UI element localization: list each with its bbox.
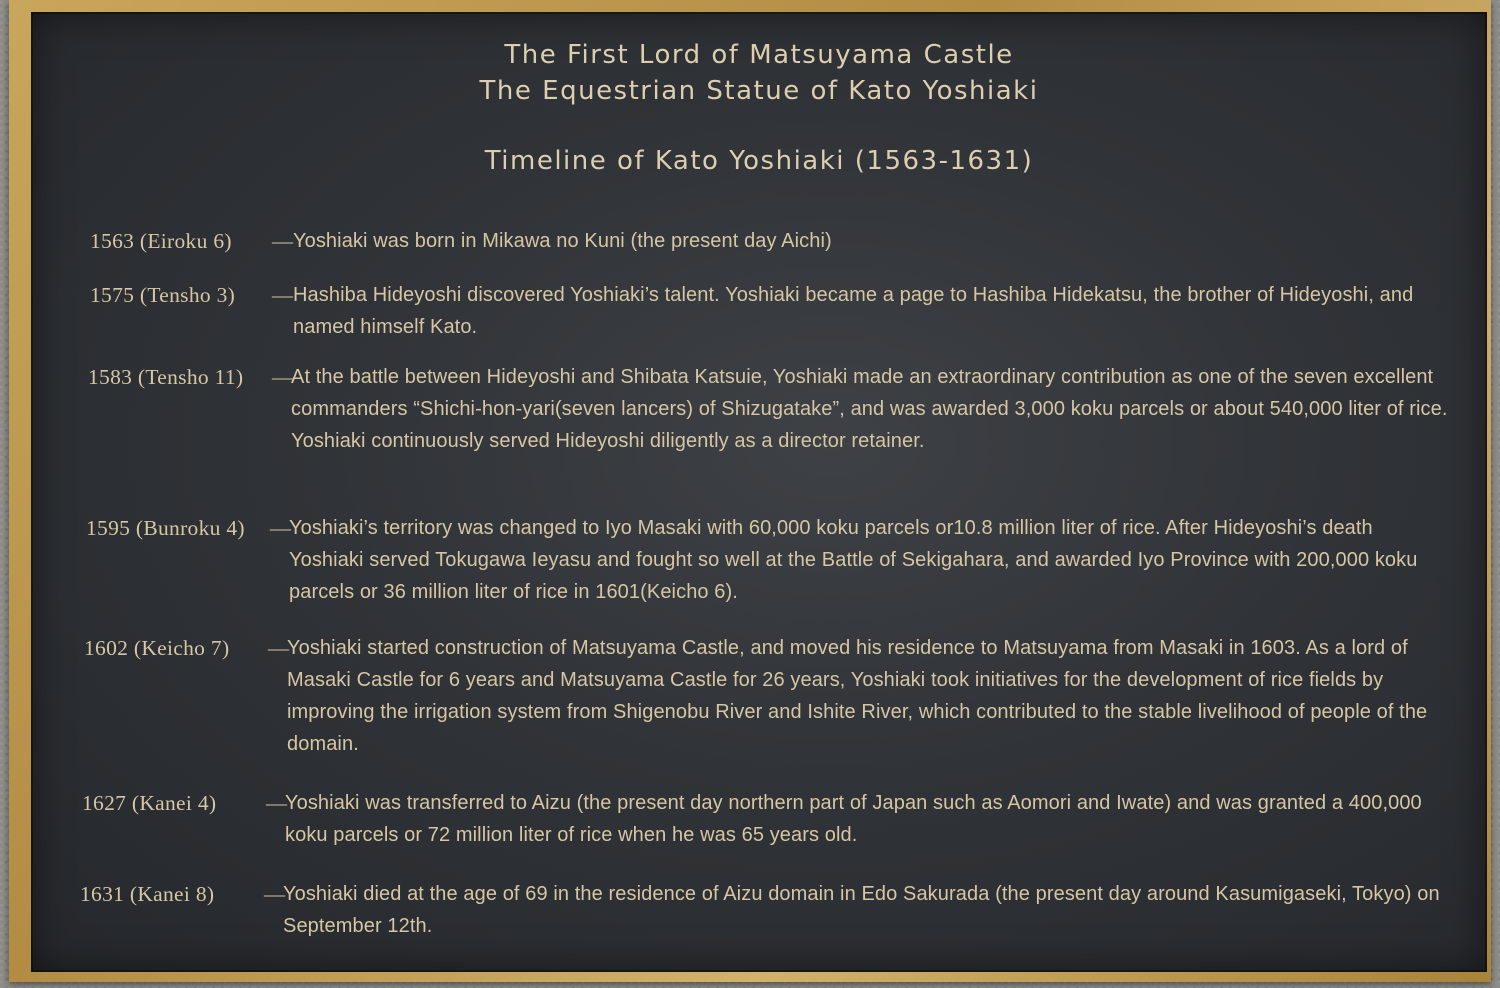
- entry-date: 1595 (Bunroku 4): [86, 516, 245, 540]
- entry-separator: —: [264, 882, 285, 906]
- entry-separator: —: [272, 283, 293, 307]
- plaque-frame: [9, 0, 1491, 982]
- entry-description: Hashiba Hideyoshi discovered Yoshiaki’s talent. Yoshiaki became a page to Hashiba Hidekatsu, the brother of Hideyoshi, and named himself Kato.: [293, 284, 1414, 338]
- entry-date: 1631 (Kanei 8): [80, 882, 215, 906]
- plaque-title: The First Lord of Matsuyama Castle: [504, 40, 1014, 70]
- entry-description: Yoshiaki died at the age of 69 in the residence of Aizu domain in Edo Sakurada (the present day around Kasumigaseki, Tokyo) on September 12th.: [283, 883, 1440, 937]
- entry-separator: —: [270, 516, 291, 540]
- entry-description: At the battle between Hideyoshi and Shibata Katsuie, Yoshiaki made an extraordinary contribution as one of the seven excellent commanders “Shichi-hon-yari(seven lancers) of Shizugatake”, and was awarded 3,000 koku parcels or about 540,000 liter of rice. Yoshiaki continuously served Hideyoshi diligently as a director retainer.: [291, 366, 1448, 452]
- plaque-subtitle: The Equestrian Statue of Kato Yoshiaki: [479, 76, 1039, 106]
- entry-separator: —: [272, 365, 293, 389]
- entry-date: 1602 (Keicho 7): [84, 636, 230, 660]
- entry-date: 1563 (Eiroku 6): [90, 229, 232, 253]
- entry-description: Yoshiaki was born in Mikawa no Kuni (the present day Aichi): [293, 230, 832, 252]
- entry-separator: —: [266, 791, 287, 815]
- entry-description: Yoshiaki started construction of Matsuyama Castle, and moved his residence to Matsuyama from Masaki in 1603. As a lord of Masaki Castle for 6 years and Matsuyama Castle for 26 years, Yoshiaki took initiatives for the development of rice fields by improving the irrigation system from Shigenobu River and Ishite River, which contributed to the stable livelihood of people of the domain.: [287, 637, 1428, 755]
- entry-date: 1583 (Tensho 11): [88, 365, 244, 389]
- entry-separator: —: [268, 636, 289, 660]
- entry-separator: —: [272, 229, 293, 253]
- bronze-plaque: [31, 12, 1487, 972]
- entry-description: Yoshiaki’s territory was changed to Iyo Masaki with 60,000 koku parcels or10.8 million liter of rice. After Hideyoshi’s death Yoshiaki served Tokugawa Ieyasu and fought so well at the Battle of Sekigahara, and awarded Iyo Province with 200,000 koku parcels or 36 million liter of rice in 1601(Keicho 6).: [289, 517, 1418, 603]
- entry-date: 1627 (Kanei 4): [82, 791, 217, 815]
- timeline-heading: Timeline of Kato Yoshiaki (1563-1631): [484, 146, 1034, 176]
- entry-description: Yoshiaki was transferred to Aizu (the present day northern part of Japan such as Aomori and Iwate) and was granted a 400,000 koku parcels or 72 million liter of rice when he was 65 years old.: [285, 792, 1422, 846]
- entry-date: 1575 (Tensho 3): [90, 283, 236, 307]
